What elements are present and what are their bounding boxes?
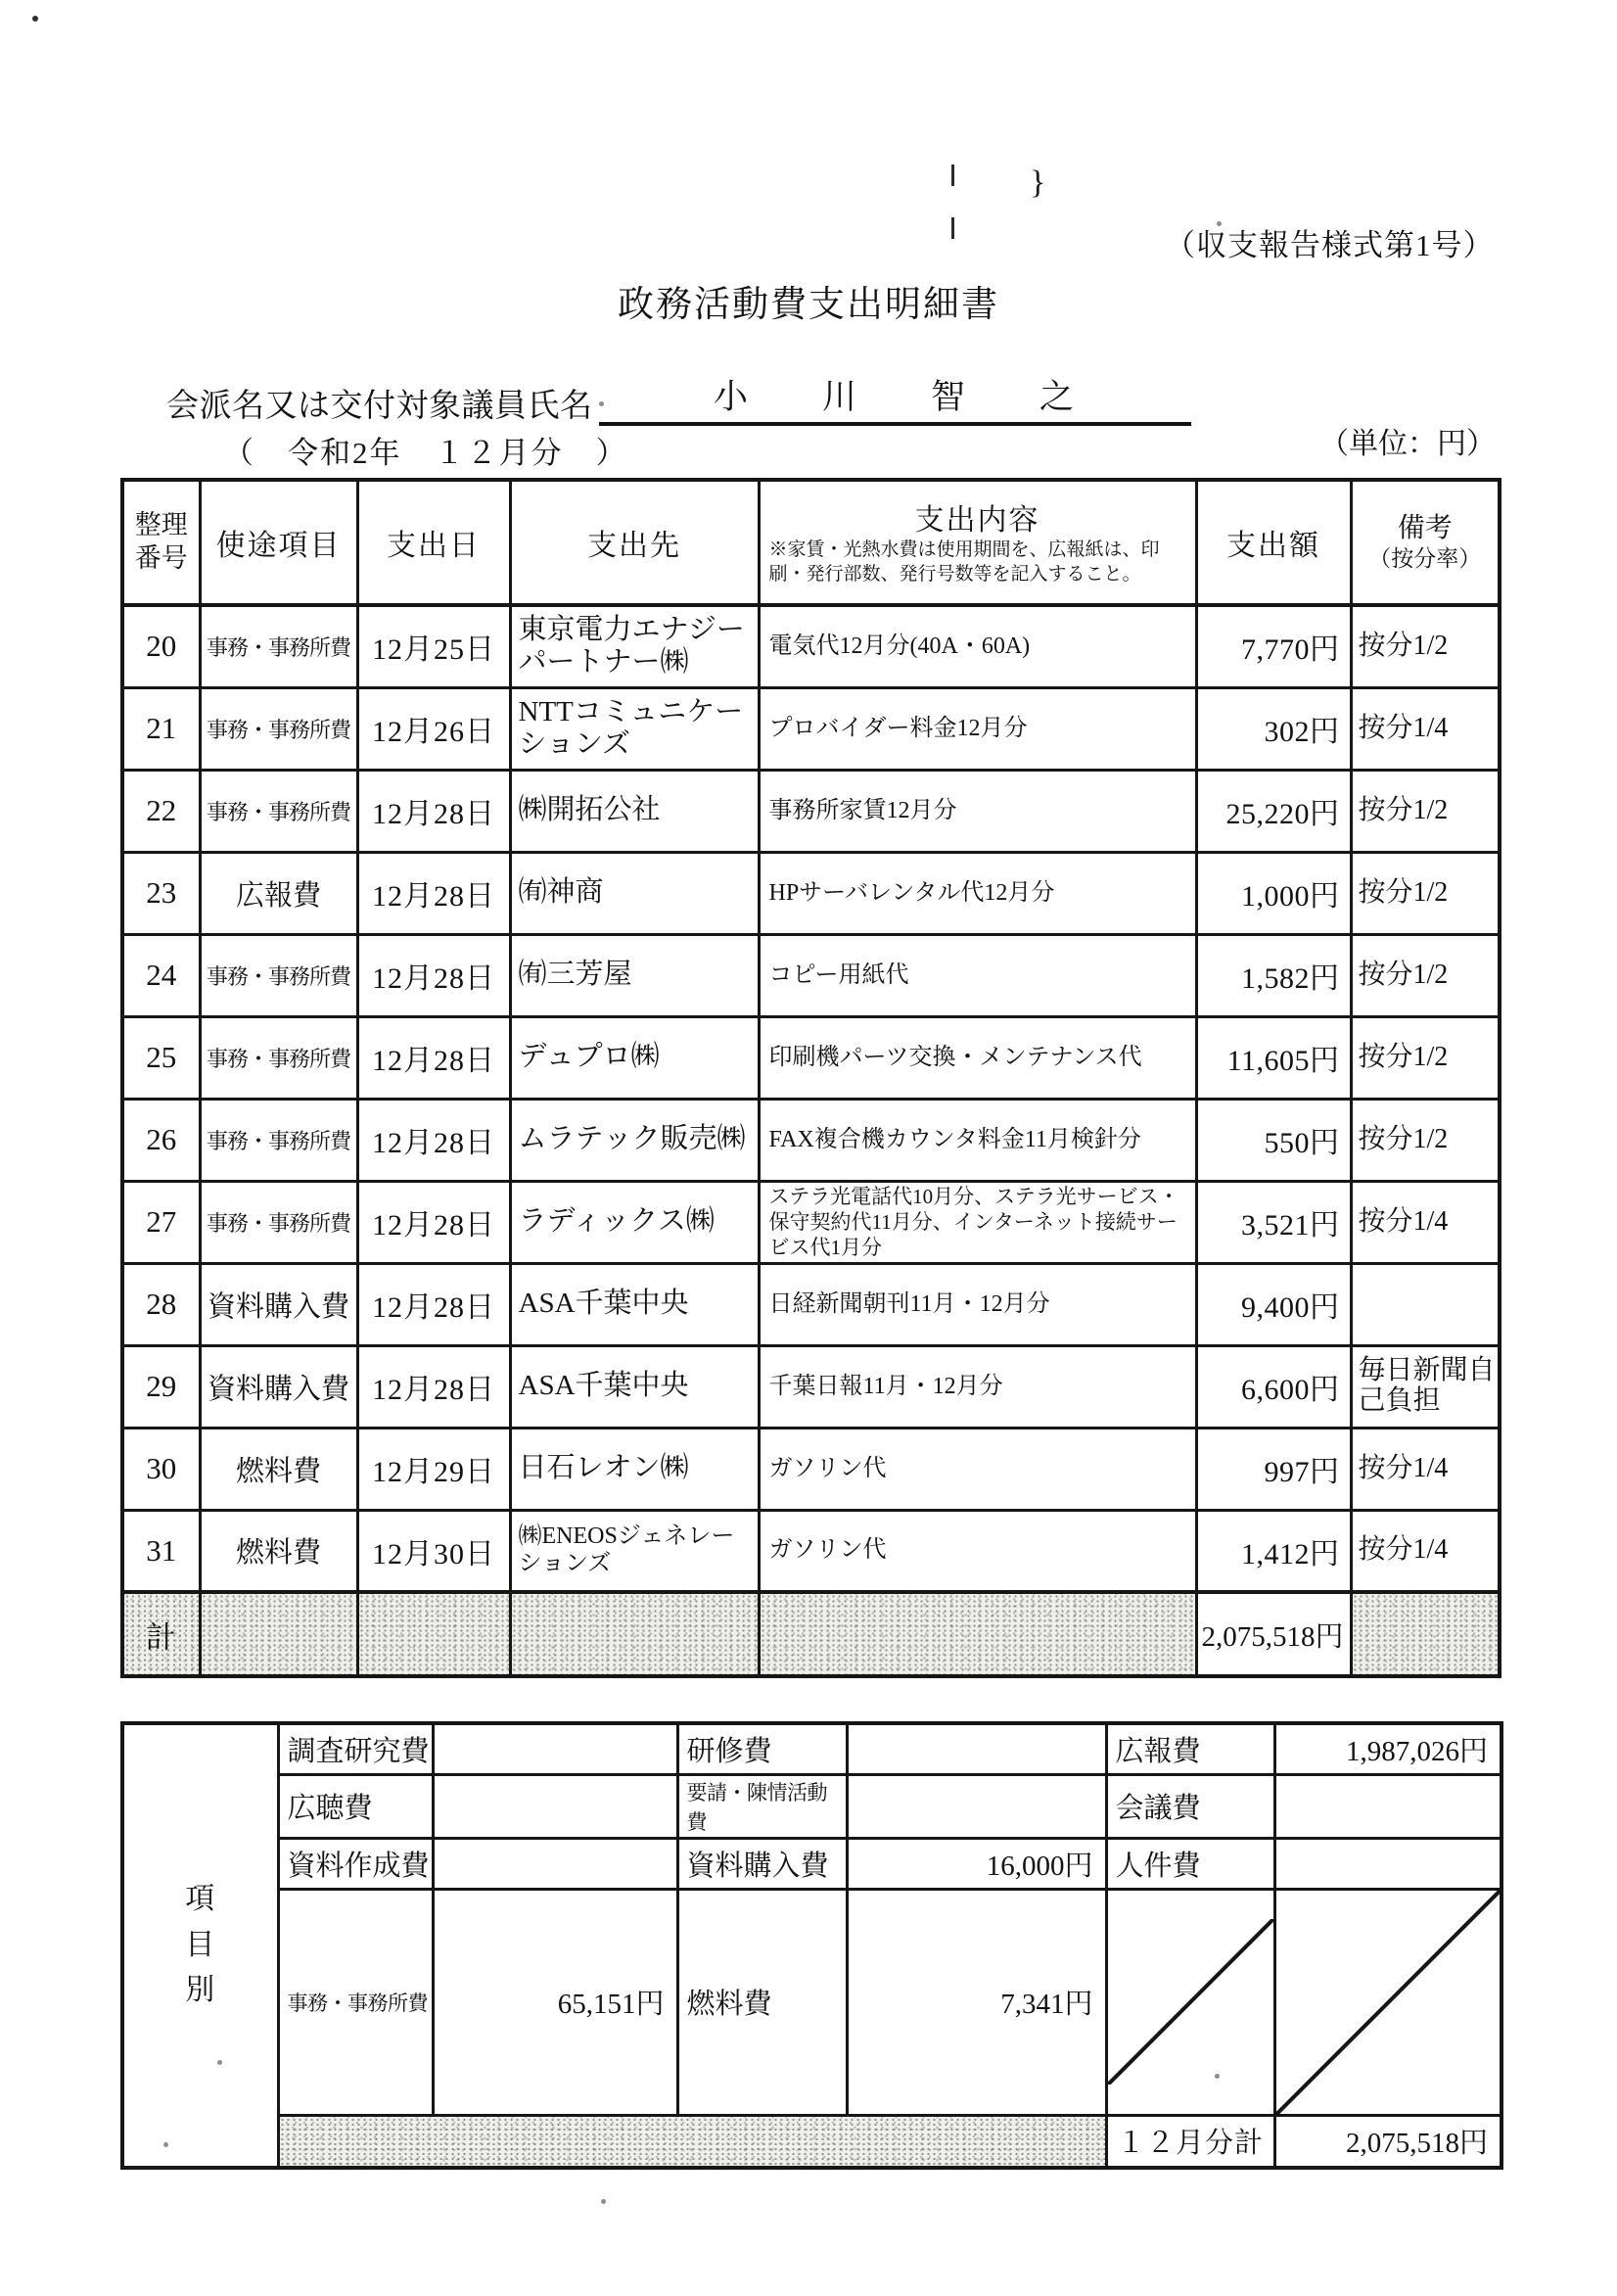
payee: ラディックス㈱ — [510, 1181, 759, 1263]
scan-artifact — [163, 2142, 168, 2147]
diagonal-line — [1108, 1919, 1273, 2085]
category: 資料購入費 — [200, 1263, 357, 1345]
total-row — [122, 1592, 1500, 1676]
expense-date: 12月30日 — [357, 1510, 510, 1592]
entry-number: 31 — [122, 1510, 200, 1592]
summary-row — [122, 1838, 1502, 1889]
amount: 1,582円 — [1196, 934, 1351, 1016]
summary-row — [122, 1774, 1502, 1838]
remarks: 按分1/4 — [1351, 1181, 1500, 1263]
table-row — [122, 1016, 1500, 1099]
category: 資料購入費 — [200, 1345, 357, 1428]
entry-number: 24 — [122, 934, 200, 1016]
amount: 1,412円 — [1196, 1510, 1351, 1592]
payee: ASA千葉中央 — [510, 1263, 759, 1345]
category-summary-table — [120, 1721, 1503, 2170]
summary-value: 65,151円 — [433, 1889, 677, 2116]
expense-date: 12月28日 — [357, 1263, 510, 1345]
scan-artifact — [601, 2199, 606, 2204]
member-name-value: 小 川 智 之 — [599, 370, 1191, 426]
form-number: （収支報告様式第1号） — [1165, 228, 1495, 262]
payee: ㈱開拓公社 — [510, 770, 759, 852]
remarks: 按分1/2 — [1351, 934, 1500, 1016]
header-date: 支出日 — [357, 480, 510, 605]
payee: デュプロ㈱ — [510, 1016, 759, 1099]
remarks: 按分1/2 — [1351, 770, 1500, 852]
remarks: 按分1/2 — [1351, 1016, 1500, 1099]
entry-number: 29 — [122, 1345, 200, 1428]
expense-table-header-row — [122, 480, 1500, 605]
summary-value — [433, 1723, 677, 1774]
total-label: 計 — [122, 1592, 200, 1676]
category: 事務・事務所費 — [200, 1016, 357, 1099]
expense-content: 千葉日報11月・12月分 — [759, 1345, 1196, 1428]
summary-value — [1274, 1838, 1502, 1889]
header-category: 使途項目 — [200, 480, 357, 605]
expense-table — [120, 478, 1502, 1678]
category: 事務・事務所費 — [200, 934, 357, 1016]
table-row — [122, 605, 1500, 687]
remarks — [1351, 1263, 1500, 1345]
remarks: 毎日新聞自己負担 — [1351, 1345, 1500, 1428]
header-remarks: 備考 （按分率） — [1351, 480, 1500, 605]
payee: ムラテック販売㈱ — [510, 1099, 759, 1181]
payee: ㈲神商 — [510, 852, 759, 934]
unit-note: （単位：円） — [1319, 428, 1496, 460]
category: 事務・事務所費 — [200, 770, 357, 852]
summary-value: 7,341円 — [847, 1889, 1106, 2116]
scan-artifact — [951, 164, 954, 186]
entry-number: 26 — [122, 1099, 200, 1181]
expense-date: 12月29日 — [357, 1428, 510, 1510]
summary-value — [433, 1774, 677, 1838]
amount: 997円 — [1196, 1428, 1351, 1510]
header-content: 支出内容 ※家賃・光熱水費は使用期間を、広報紙は、印刷・発行部数、発行号数等を記入すること。 — [759, 480, 1196, 605]
header-amount: 支出額 — [1196, 480, 1351, 605]
total-empty-cell — [759, 1592, 1196, 1676]
amount: 550円 — [1196, 1099, 1351, 1181]
scan-artifact: } — [1030, 164, 1046, 201]
expense-content: コピー用紙代 — [759, 934, 1196, 1016]
payee: 東京電力エナジーパートナー㈱ — [510, 605, 759, 687]
remarks: 按分1/2 — [1351, 1099, 1500, 1181]
remarks: 按分1/4 — [1351, 687, 1500, 770]
expense-date: 12月28日 — [357, 1016, 510, 1099]
entry-number: 28 — [122, 1263, 200, 1345]
summary-label: 資料作成費 — [278, 1838, 433, 1889]
expense-content: 事務所家賃12月分 — [759, 770, 1196, 852]
expense-content: 電気代12月分(40A・60A) — [759, 605, 1196, 687]
remarks: 按分1/2 — [1351, 605, 1500, 687]
summary-total-row — [122, 2116, 1502, 2168]
expense-content: HPサーバレンタル代12月分 — [759, 852, 1196, 934]
scan-artifact — [1217, 221, 1222, 226]
header-payee: 支出先 — [510, 480, 759, 605]
amount: 1,000円 — [1196, 852, 1351, 934]
payee: ㈲三芳屋 — [510, 934, 759, 1016]
expense-date: 12月26日 — [357, 687, 510, 770]
payee: 日石レオン㈱ — [510, 1428, 759, 1510]
header-entry-number: 整理 番号 — [122, 480, 200, 605]
month-total-label: １２月分計 — [1106, 2116, 1274, 2168]
summary-row — [122, 1723, 1502, 1774]
expense-date: 12月28日 — [357, 770, 510, 852]
total-empty-cell — [200, 1592, 357, 1676]
summary-value: 1,987,026円 — [1274, 1723, 1502, 1774]
summary-label: 会議費 — [1106, 1774, 1274, 1838]
entry-number: 27 — [122, 1181, 200, 1263]
amount: 302円 — [1196, 687, 1351, 770]
category: 広報費 — [200, 852, 357, 934]
summary-axis-label: 項 目 別 — [122, 1723, 278, 2168]
category: 燃料費 — [200, 1428, 357, 1510]
summary-value — [433, 1838, 677, 1889]
table-row — [122, 1263, 1500, 1345]
remarks: 按分1/2 — [1351, 852, 1500, 934]
expense-date: 12月25日 — [357, 605, 510, 687]
expense-content: 印刷機パーツ交換・メンテナンス代 — [759, 1016, 1196, 1099]
expense-date: 12月28日 — [357, 852, 510, 934]
expense-content: ガソリン代 — [759, 1510, 1196, 1592]
payee: ㈱ENEOSジェネレーションズ — [510, 1510, 759, 1592]
report-period: （ 令和2年 １２月分 ） — [223, 436, 628, 470]
table-row — [122, 1181, 1500, 1263]
expense-date: 12月28日 — [357, 1099, 510, 1181]
summary-value — [847, 1774, 1106, 1838]
table-row — [122, 852, 1500, 934]
table-row — [122, 687, 1500, 770]
remarks: 按分1/4 — [1351, 1510, 1500, 1592]
amount: 6,600円 — [1196, 1345, 1351, 1428]
category: 事務・事務所費 — [200, 1099, 357, 1181]
entry-number: 22 — [122, 770, 200, 852]
page-title: 政務活動費支出明細書 — [618, 285, 999, 325]
table-row — [122, 770, 1500, 852]
diagonal-crossed-cell — [1106, 1889, 1274, 2116]
summary-row — [122, 1889, 1502, 2116]
total-amount: 2,075,518円 — [1196, 1592, 1351, 1676]
table-row — [122, 1510, 1500, 1592]
expense-content: ステラ光電話代10月分、ステラ光サービス・保守契約代11月分、インターネット接続サービス代1月分 — [759, 1181, 1196, 1263]
scan-artifact — [951, 217, 954, 239]
expense-content: 日経新聞朝刊11月・12月分 — [759, 1263, 1196, 1345]
amount: 9,400円 — [1196, 1263, 1351, 1345]
summary-label: 調査研究費 — [278, 1723, 433, 1774]
member-name-label: 会派名又は交付対象議員氏名 — [166, 389, 593, 424]
entry-number: 30 — [122, 1428, 200, 1510]
diagonal-crossed-cell — [1274, 1889, 1502, 2116]
member-name-line — [166, 370, 1191, 426]
category: 事務・事務所費 — [200, 605, 357, 687]
table-row — [122, 1099, 1500, 1181]
summary-label: 人件費 — [1106, 1838, 1274, 1889]
amount: 11,605円 — [1196, 1016, 1351, 1099]
total-empty-cell — [510, 1592, 759, 1676]
entry-number: 23 — [122, 852, 200, 934]
summary-value — [847, 1723, 1106, 1774]
category: 事務・事務所費 — [200, 1181, 357, 1263]
summary-label: 燃料費 — [677, 1889, 847, 2116]
amount: 3,521円 — [1196, 1181, 1351, 1263]
expense-date: 12月28日 — [357, 1181, 510, 1263]
scan-artifact — [217, 2060, 222, 2065]
scan-artifact — [599, 401, 604, 406]
summary-label: 資料購入費 — [677, 1838, 847, 1889]
payee: NTTコミュニケーションズ — [510, 687, 759, 770]
category: 燃料費 — [200, 1510, 357, 1592]
expense-date: 12月28日 — [357, 1345, 510, 1428]
payee: ASA千葉中央 — [510, 1345, 759, 1428]
expense-content: FAX複合機カウンタ料金11月検針分 — [759, 1099, 1196, 1181]
summary-label: 事務・事務所費 — [278, 1889, 433, 2116]
table-row — [122, 1345, 1500, 1428]
scan-artifact — [1215, 2074, 1220, 2079]
total-empty-cell — [357, 1592, 510, 1676]
entry-number: 20 — [122, 605, 200, 687]
summary-label: 要請・陳情活動費 — [677, 1774, 847, 1838]
remarks: 按分1/4 — [1351, 1428, 1500, 1510]
summary-label: 研修費 — [677, 1723, 847, 1774]
scan-artifact — [32, 16, 38, 22]
summary-value — [1274, 1774, 1502, 1838]
summary-value: 16,000円 — [847, 1838, 1106, 1889]
table-row — [122, 1428, 1500, 1510]
month-total-value: 2,075,518円 — [1274, 2116, 1502, 2168]
summary-hatched-cell — [278, 2116, 1106, 2168]
category: 事務・事務所費 — [200, 687, 357, 770]
entry-number: 21 — [122, 687, 200, 770]
amount: 7,770円 — [1196, 605, 1351, 687]
summary-label: 広聴費 — [278, 1774, 433, 1838]
table-row — [122, 934, 1500, 1016]
summary-label: 広報費 — [1106, 1723, 1274, 1774]
expense-content: プロバイダー料金12月分 — [759, 687, 1196, 770]
amount: 25,220円 — [1196, 770, 1351, 852]
total-empty-cell — [1351, 1592, 1500, 1676]
expense-date: 12月28日 — [357, 934, 510, 1016]
expense-content: ガソリン代 — [759, 1428, 1196, 1510]
diagonal-line — [1276, 1891, 1501, 2115]
entry-number: 25 — [122, 1016, 200, 1099]
